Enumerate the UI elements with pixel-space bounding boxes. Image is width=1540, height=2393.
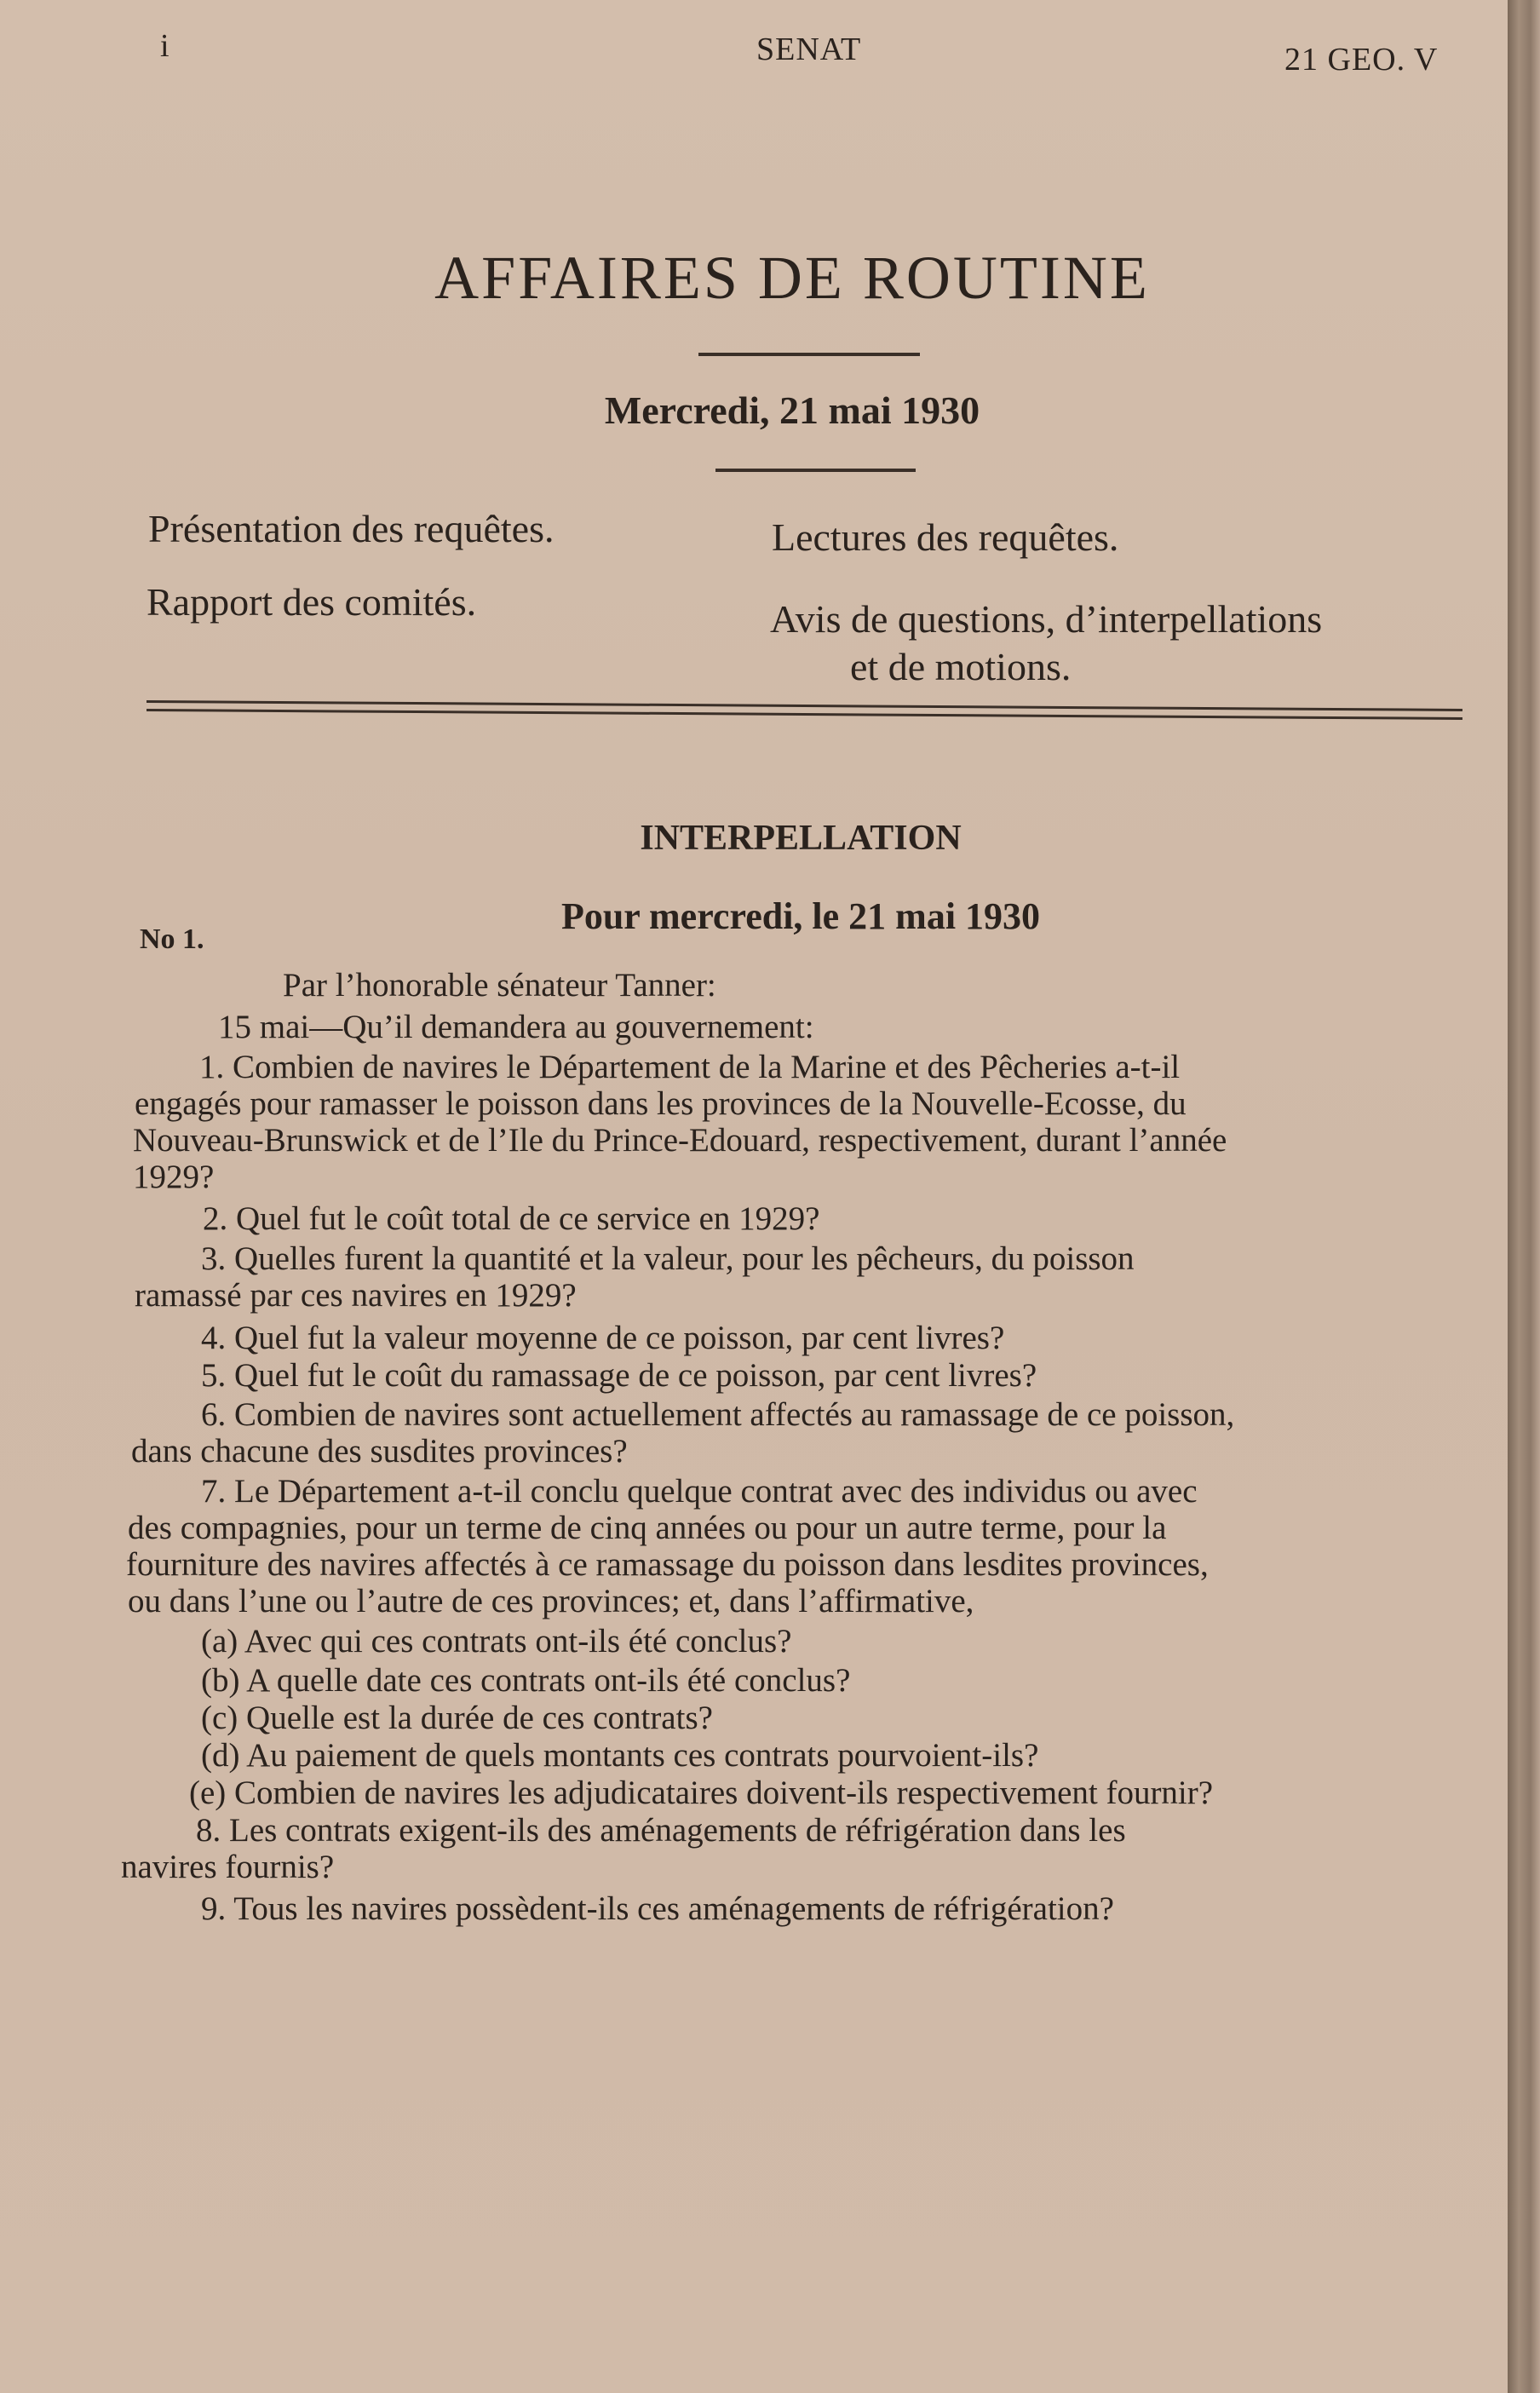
session-label: 21 GEO. V [1284, 42, 1439, 78]
question-line: 1. Combien de navires le Département de la Marine et des Pêcheries a-t-il [199, 1049, 1181, 1085]
question-line: (c) Quelle est la durée de ces contrats? [201, 1700, 713, 1736]
page-edge [1508, 0, 1540, 2393]
page-number: i [160, 28, 170, 64]
question-line: navires fournis? [121, 1849, 335, 1885]
section-heading: INTERPELLATION [640, 819, 962, 858]
question-line: Nouveau-Brunswick et de l’Ile du Prince-Edouard, respectivement, durant l’année [133, 1122, 1227, 1159]
mover-line: Par l’honorable sénateur Tanner: [283, 967, 716, 1004]
question-line: 1929? [133, 1159, 215, 1195]
section-subheading: Pour mercredi, le 21 mai 1930 [560, 895, 1041, 937]
question-line: (b) A quelle date ces contrats ont-ils été conclus? [201, 1662, 851, 1699]
routine-item: Lectures des requêtes. [772, 515, 1119, 559]
question-line: 7. Le Département a-t-il conclu quelque contrat avec des individus ou avec [201, 1473, 1198, 1510]
question-line: 6. Combien de navires sont actuellement affectés au ramassage de ce poisson, [201, 1396, 1235, 1433]
question-line: 5. Quel fut le coût du ramassage de ce poisson, par cent livres? [201, 1357, 1037, 1394]
question-line: 4. Quel fut la valeur moyenne de ce poisson, par cent livres? [201, 1320, 1005, 1356]
title-rule [698, 353, 920, 356]
routine-item: Présentation des requêtes. [148, 507, 555, 550]
question-line: (e) Combien de navires les adjudicataires doivent-ils respectivement fournir? [189, 1775, 1214, 1811]
question-line: fourniture des navires affectés à ce ramassage du poisson dans lesdites provinces, [126, 1546, 1209, 1583]
question-line: engagés pour ramasser le poisson dans les provinces de la Nouvelle-Ecosse, du [135, 1085, 1187, 1122]
question-line: ou dans l’une ou l’autre de ces provinces; et, dans l’affirmative, [128, 1583, 974, 1619]
question-line: 3. Quelles furent la quantité et la valeur, pour les pêcheurs, du poisson [201, 1240, 1135, 1277]
intro-line: 15 mai—Qu’il demandera au gouvernement: [218, 1009, 814, 1045]
chamber-label: SENAT [756, 32, 862, 67]
question-line: 9. Tous les navires possèdent-ils ces aménagements de réfrigération? [201, 1890, 1114, 1927]
routine-item: Avis de questions, d’interpellations [770, 597, 1323, 641]
question-line: dans chacune des susdites provinces? [131, 1433, 628, 1470]
routine-item: Rapport des comités. [147, 580, 477, 624]
question-line: 2. Quel fut le coût total de ce service en 1929? [203, 1200, 820, 1237]
question-line: des compagnies, pour un terme de cinq années ou pour un autre terme, pour la [128, 1510, 1167, 1546]
date-rule [715, 469, 916, 472]
item-number: No 1. [140, 923, 204, 955]
routine-item: et de motions. [850, 645, 1072, 688]
question-line: ramassé par ces navires en 1929? [135, 1277, 577, 1314]
sitting-date: Mercredi, 21 mai 1930 [604, 388, 980, 432]
question-line: (a) Avec qui ces contrats ont-ils été conclus? [201, 1623, 792, 1660]
question-line: (d) Au paiement de quels montants ces contrats pourvoient-ils? [201, 1737, 1039, 1774]
question-line: 8. Les contrats exigent-ils des aménagements de réfrigération dans les [196, 1812, 1126, 1849]
page-title: AFFAIRES DE ROUTINE [434, 244, 1150, 312]
